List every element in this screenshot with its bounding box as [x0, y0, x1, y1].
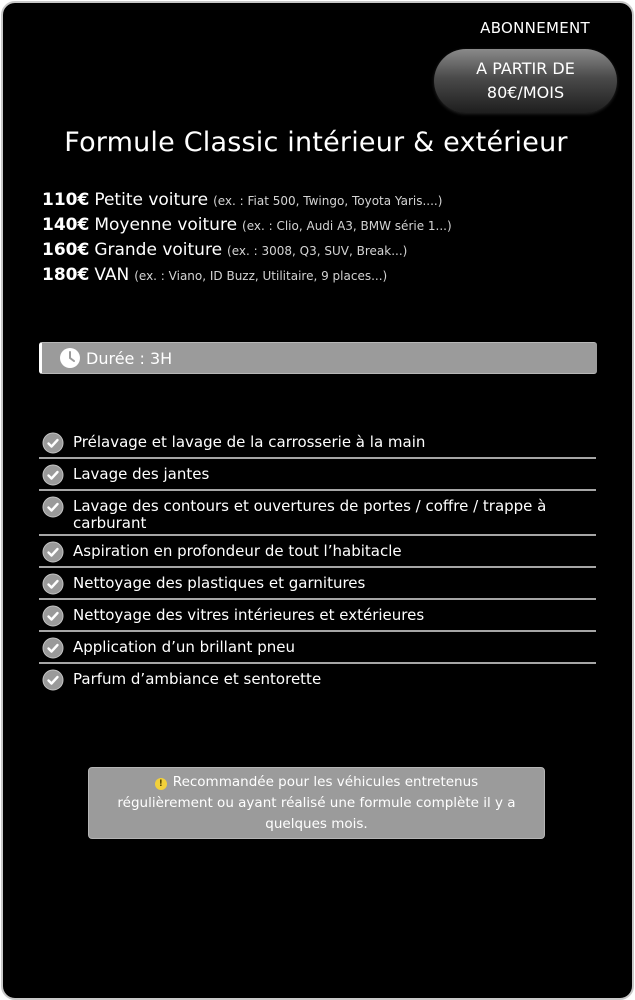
- check-circle-icon: [42, 637, 64, 659]
- feature-item: [39, 600, 596, 632]
- vehicle-size: Petite voiture: [94, 190, 209, 210]
- feature-text: Parfum d’ambiance et sentorette: [73, 670, 322, 688]
- vehicle-examples: (ex. : Fiat 500, Twingo, Toyota Yaris....): [213, 194, 443, 208]
- pricing-card: [1, 1, 634, 1000]
- vehicle-examples: (ex. : Clio, Audi A3, BMW série 1...): [242, 219, 452, 233]
- subscription-label: ABONNEMENT: [480, 19, 590, 37]
- vehicle-examples: (ex. : Viano, ID Buzz, Utilitaire, 9 places...): [134, 269, 388, 283]
- feature-item: [39, 536, 596, 568]
- price-amount: 110€: [42, 190, 90, 210]
- price-amount: 140€: [42, 215, 90, 235]
- feature-text: Lavage des jantes: [73, 465, 210, 483]
- feature-text: Nettoyage des vitres intérieures et extérieures: [73, 606, 425, 624]
- check-circle-icon: [42, 464, 64, 486]
- recommendation-text: Recommandée pour les véhicules entretenus régulièrement ou ayant réalisé une formule complète il y a quelques mois.: [117, 773, 516, 832]
- check-circle-icon: [42, 605, 64, 627]
- feature-text: Prélavage et lavage de la carrosserie à la main: [73, 433, 426, 451]
- vehicle-size: Moyenne voiture: [94, 215, 238, 235]
- page-title: Formule Classic intérieur & extérieur: [64, 127, 568, 158]
- price-row: [42, 265, 452, 290]
- price-list: [42, 190, 452, 290]
- duration-label: Durée : 3H: [86, 348, 173, 368]
- feature-item: [39, 568, 596, 600]
- feature-list: [39, 427, 596, 694]
- check-circle-icon: [42, 541, 64, 563]
- feature-text: Aspiration en profondeur de tout l’habitacle: [73, 542, 402, 560]
- feature-item: [39, 459, 596, 491]
- vehicle-size: Grande voiture: [94, 240, 223, 260]
- price-row: [42, 240, 452, 265]
- price-amount: 180€: [42, 265, 90, 285]
- check-circle-icon: [42, 669, 64, 691]
- vehicle-size: VAN: [94, 265, 130, 285]
- price-row: [42, 190, 452, 215]
- check-circle-icon: [42, 496, 64, 518]
- check-circle-icon: [42, 432, 64, 454]
- check-circle-icon: [42, 573, 64, 595]
- duration-bar: [39, 342, 597, 374]
- feature-item: [39, 632, 596, 664]
- clock-icon: [60, 348, 80, 368]
- subscription-price-button[interactable]: [434, 49, 617, 113]
- feature-text: Nettoyage des plastiques et garnitures: [73, 574, 366, 592]
- recommendation-notice: [88, 767, 545, 839]
- feature-item: [39, 427, 596, 459]
- price-pill-line2: 80€/MOIS: [486, 83, 565, 102]
- feature-item: [39, 664, 596, 694]
- price-pill-line1: A PARTIR DE: [476, 59, 575, 78]
- feature-item: [39, 491, 596, 536]
- info-icon: !: [155, 778, 167, 790]
- feature-text: Application d’un brillant pneu: [73, 638, 295, 656]
- vehicle-examples: (ex. : 3008, Q3, SUV, Break...): [227, 244, 408, 258]
- feature-text: Lavage des contours et ouvertures de portes / coffre / trappe à carburant: [73, 497, 547, 532]
- price-amount: 160€: [42, 240, 90, 260]
- price-row: [42, 215, 452, 240]
